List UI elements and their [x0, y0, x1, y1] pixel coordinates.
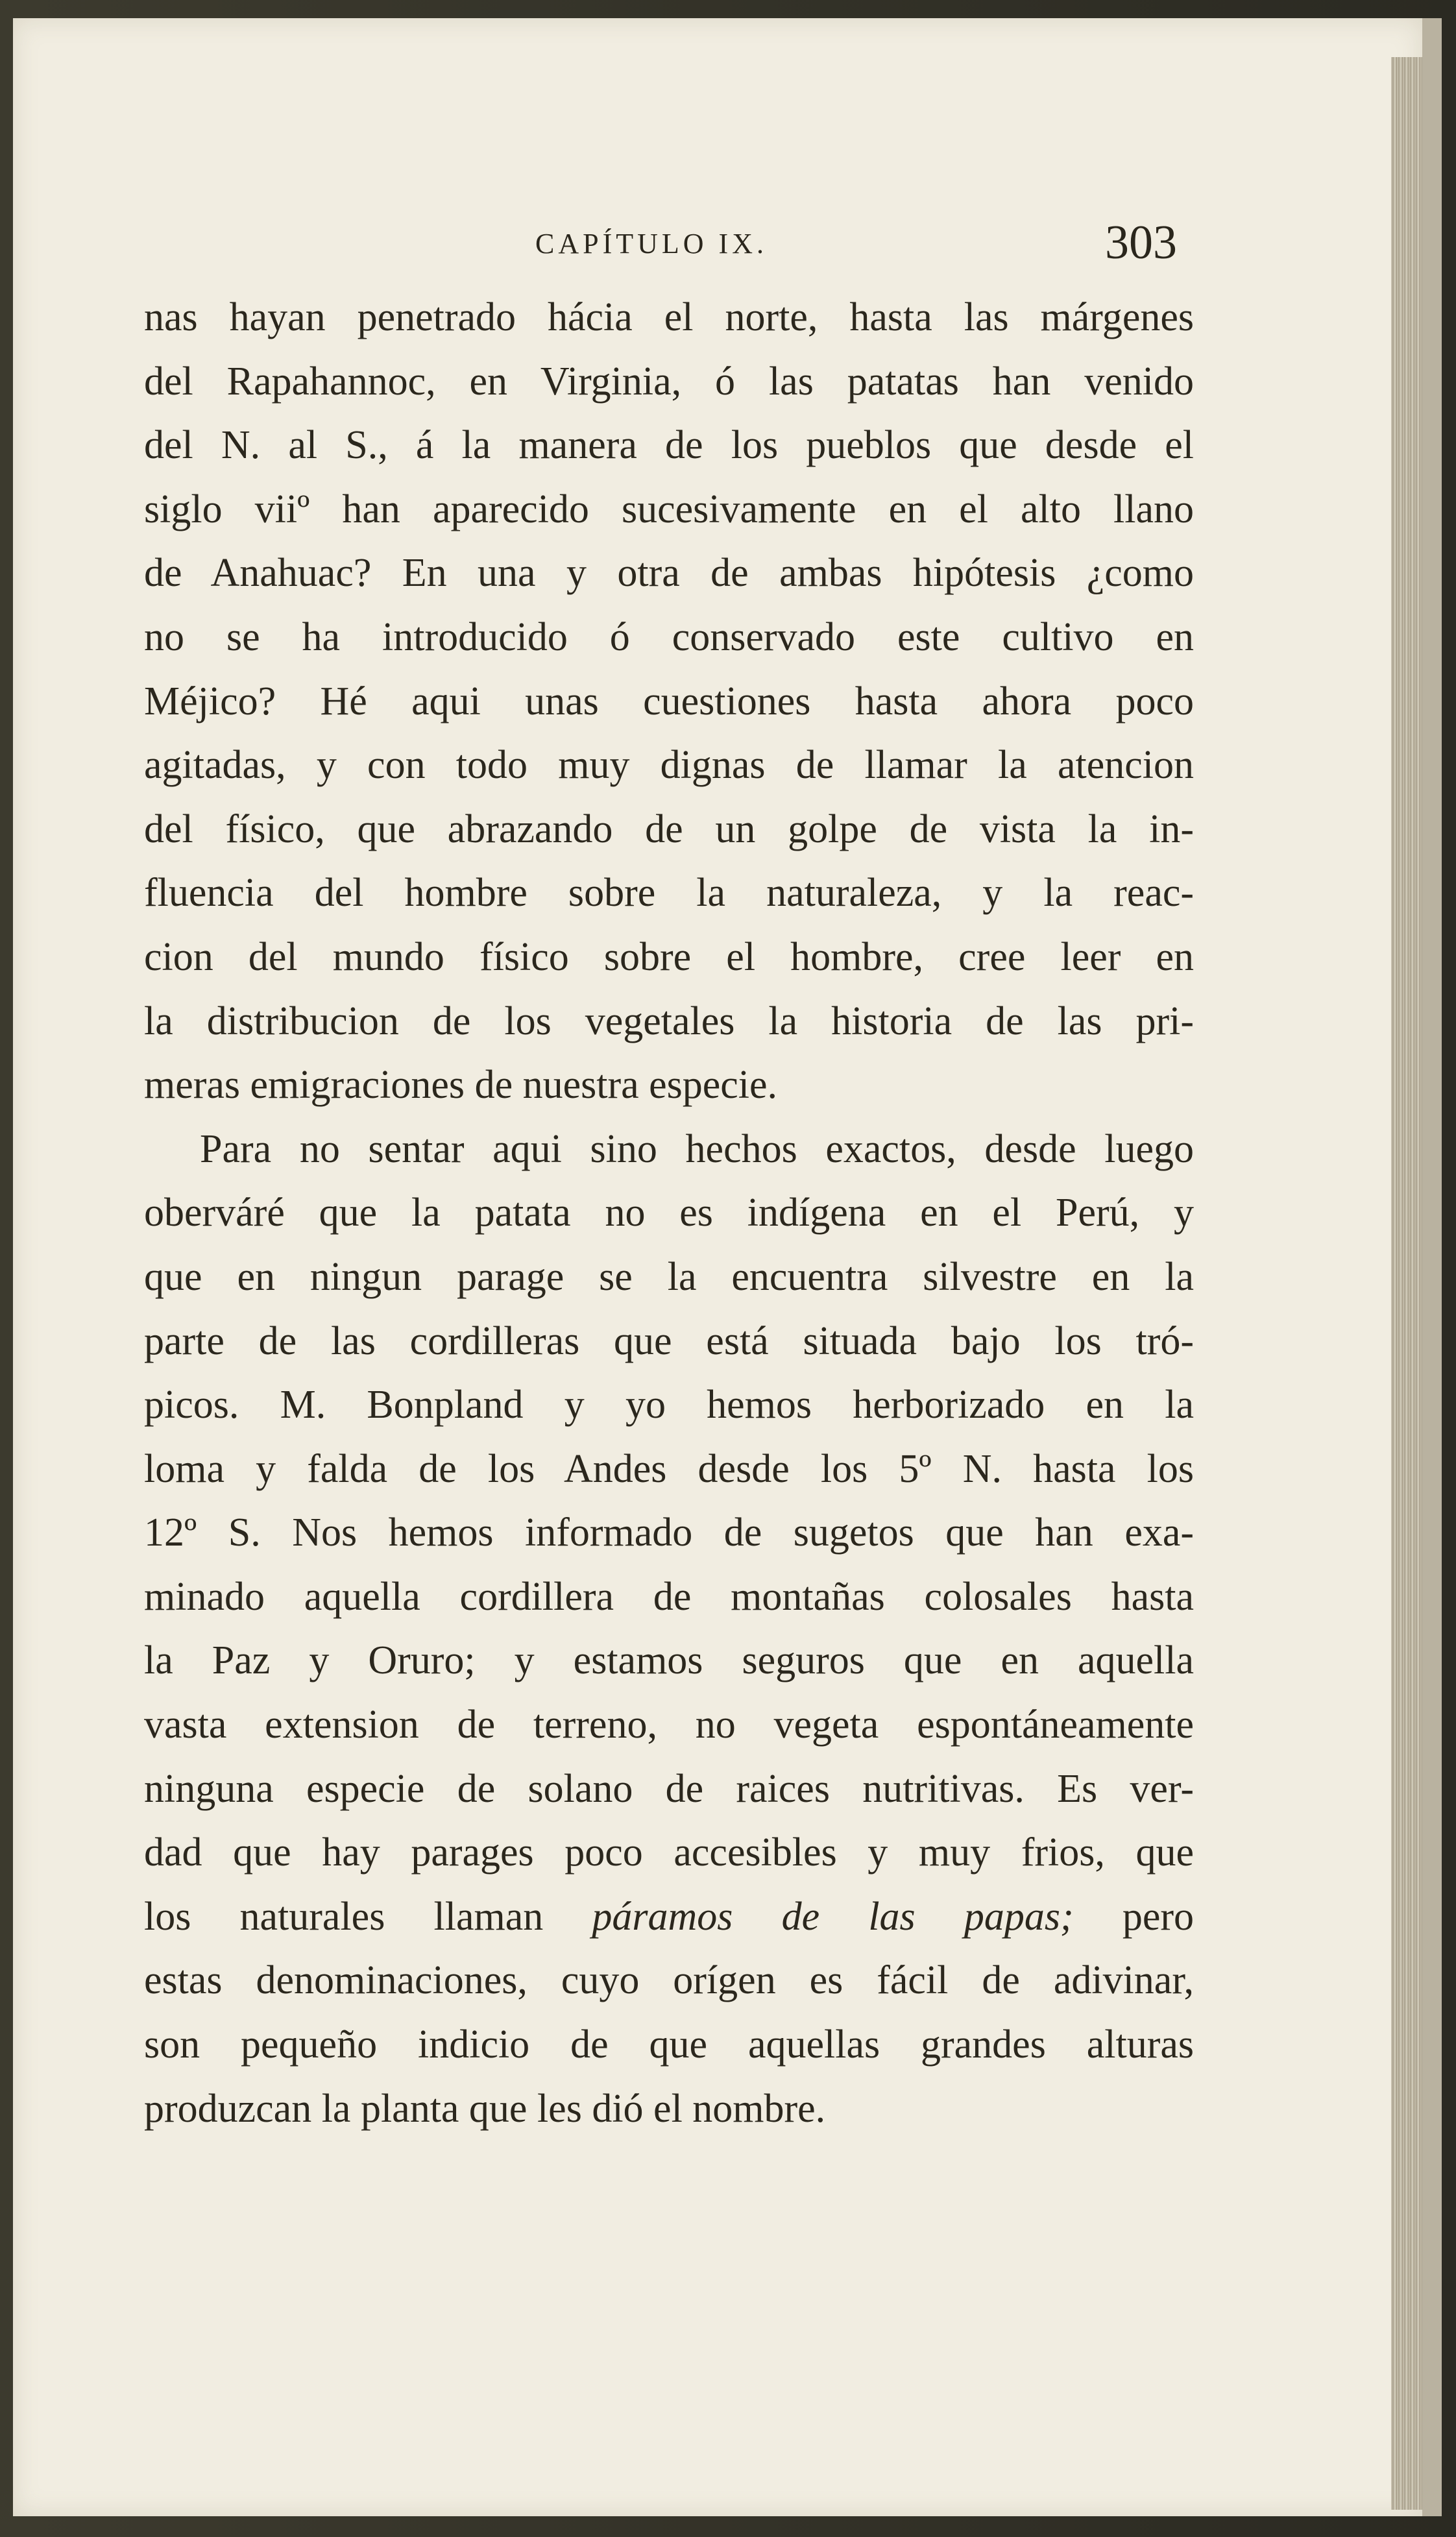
text-line: parte de las cordilleras que está situada bajo los tró- [144, 1318, 1194, 1363]
text-line: 12º S. Nos hemos informado de sugetos que han exa- [144, 1511, 1194, 1555]
text-line: del físico, que abrazando de un golpe de vista la in- [144, 807, 1194, 851]
text-line: minado aquella cordillera de montañas colosales hasta [144, 1574, 1194, 1619]
text-line: son pequeño indicio de que aquellas grandes alturas [144, 2022, 1194, 2067]
page-edge [1391, 57, 1422, 2510]
paragraph-end-line: produzcan la planta que les dió el nombre. [144, 2086, 826, 2131]
text-line: que en ningun parage se la encuentra silvestre en la [144, 1254, 1194, 1299]
line-start: los naturales llaman [144, 1894, 544, 1939]
text-line: oberváré que la patata no es indígena en el Perú, y [144, 1191, 1194, 1235]
text-line: del N. al S., á la manera de los pueblos que desde el [144, 423, 1194, 468]
text-line: la distribucion de los vegetales la historia de las pri- [144, 999, 1194, 1043]
text-line: dad que hay parages poco accesibles y muy frios, que [144, 1830, 1194, 1875]
text-line: agitadas, y con todo muy dignas de llamar la atencion [144, 743, 1194, 788]
text-line: del Rapahannoc, en Virginia, ó las patatas han venido [144, 359, 1194, 404]
text-line-with-italic [144, 1885, 1194, 1949]
paragraph-start-line: Para no sentar aqui sino hechos exactos, desde luego [200, 1126, 1194, 1171]
text-line: no se ha introducido ó conservado este cultivo en [144, 614, 1194, 659]
line-end: pero [1122, 1894, 1194, 1939]
page-number: 303 [1105, 216, 1177, 269]
text-line: estas denominaciones, cuyo orígen es fácil de adivinar, [144, 1958, 1194, 2003]
page-header [130, 214, 1181, 273]
body-text [144, 285, 1194, 2141]
text-line: fluencia del hombre sobre la naturaleza, y la reac- [144, 871, 1194, 916]
text-line: la Paz y Oruro; y estamos seguros que en aquella [144, 1638, 1194, 1683]
text-line: vasta extension de terreno, no vegeta espontáneamente [144, 1703, 1194, 1747]
text-line: siglo viiº han aparecido sucesivamente en el alto llano [144, 487, 1194, 531]
text-line: cion del mundo físico sobre el hombre, cree leer en [144, 934, 1194, 979]
text-line: picos. M. Bonpland y yo hemos herborizado en la [144, 1383, 1194, 1427]
text-line: nas hayan penetrado hácia el norte, hasta las márgenes [144, 295, 1194, 339]
text-line: de Anahuac? En una y otra de ambas hipótesis ¿como [144, 551, 1194, 596]
italic-phrase: páramos de las papas; [592, 1894, 1074, 1939]
running-head: CAPÍTULO IX. [535, 228, 768, 260]
paragraph-end-line: meras emigraciones de nuestra especie. [144, 1063, 778, 1108]
text-line: loma y falda de los Andes desde los 5º N. hasta los [144, 1446, 1194, 1491]
text-line: Méjico? Hé aqui unas cuestiones hasta ahora poco [144, 679, 1194, 723]
text-line: ninguna especie de solano de raices nutritivas. Es ver- [144, 1766, 1194, 1811]
